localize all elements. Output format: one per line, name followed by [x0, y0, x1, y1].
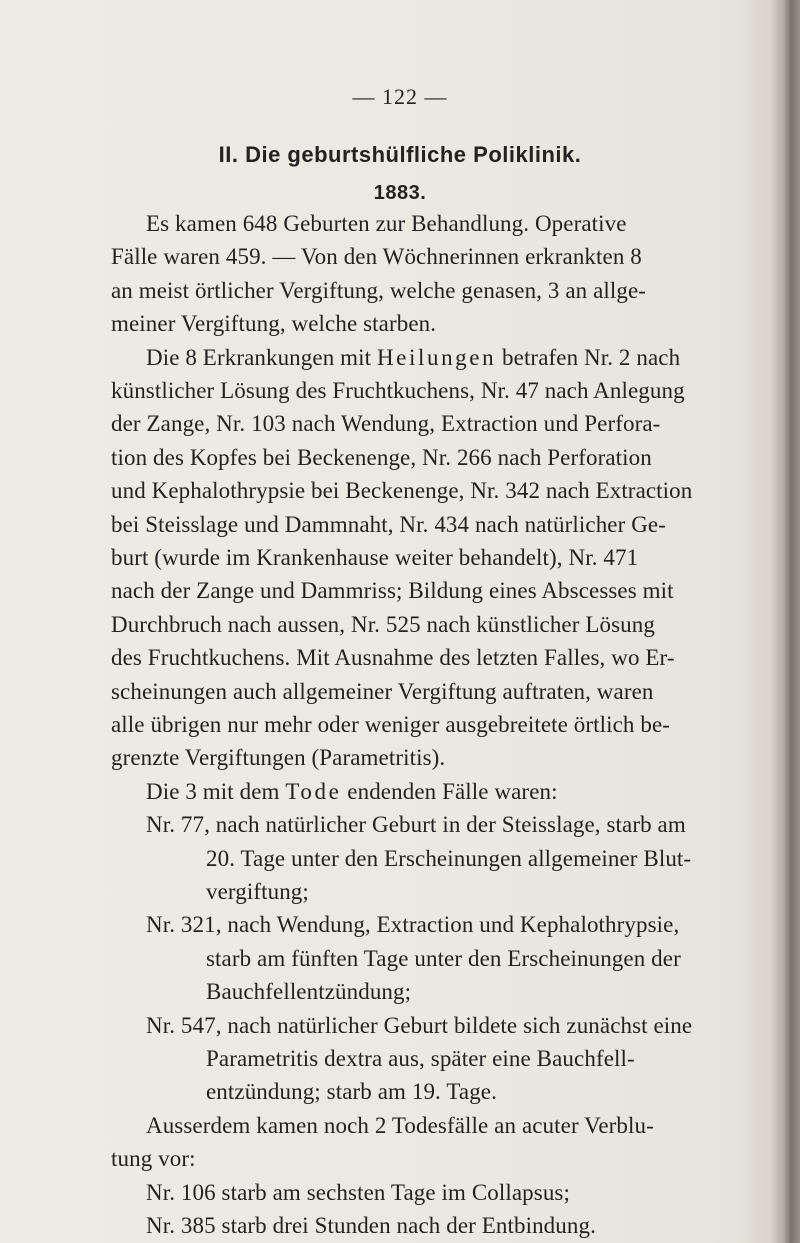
spaced-word: Tode: [285, 779, 342, 804]
text-line: meiner Vergiftung, welche starben.: [111, 311, 437, 336]
case-entry: Nr. 321, nach Wendung, Extraction und Kephalothrypsie,: [146, 912, 680, 937]
text-line: Parametritis dextra aus, später eine Bauchfell-: [206, 1046, 635, 1071]
text-line: vergiftung;: [206, 879, 309, 904]
text-line: bei Steisslage und Dammnaht, Nr. 434 nach natürlicher Ge-: [111, 512, 666, 537]
text-line: grenzte Vergiftungen (Parametritis).: [111, 745, 446, 770]
text-segment: betrafen Nr. 2 nach: [496, 345, 681, 370]
text-line: alle übrigen nur mehr oder weniger ausgebreitete örtlich be-: [111, 712, 671, 737]
text-line: und Kephalothrypsie bei Beckenenge, Nr. 342 nach Extraction: [111, 478, 693, 503]
text-line: nach der Zange und Dammriss; Bildung eines Abscesses mit: [111, 578, 674, 603]
text-line: scheinungen auch allgemeiner Vergiftung auftraten, waren: [111, 679, 654, 704]
text-segment: endenden Fälle waren:: [341, 779, 558, 804]
text-segment: Die 8 Erkrankungen mit: [146, 345, 377, 370]
text-line: an meist örtlicher Vergiftung, welche genasen, 3 an allge-: [111, 278, 647, 303]
text-line: des Fruchtkuchens. Mit Ausnahme des letzten Falles, wo Er-: [111, 645, 675, 670]
text-line: der Zange, Nr. 103 nach Wendung, Extraction und Perfora-: [111, 411, 661, 436]
text-line: 20. Tage unter den Erscheinungen allgemeiner Blut-: [206, 846, 692, 871]
text-line: burt (wurde im Krankenhause weiter behandelt), Nr. 471: [111, 545, 639, 570]
text-line: tion des Kopfes bei Beckenenge, Nr. 266 nach Perforation: [111, 445, 652, 470]
case-entry: Nr. 77, nach natürlicher Geburt in der Steisslage, starb am: [146, 812, 686, 837]
text-line: Ausserdem kamen noch 2 Todesfälle an acuter Verblu-: [146, 1113, 654, 1138]
section-heading: II. Die geburtshülfliche Poliklinik.: [218, 142, 582, 167]
case-entry: Nr. 385 starb drei Stunden nach der Entbindung.: [146, 1213, 596, 1238]
text-line: Fälle waren 459. — Von den Wöchnerinnen erkrankten 8: [111, 244, 642, 269]
text-line: entzündung; starb am 19. Tage.: [206, 1079, 497, 1104]
spaced-word: Heilungen: [376, 345, 497, 370]
page-number: — 122 —: [352, 84, 448, 109]
text-line: tung vor:: [111, 1146, 196, 1171]
text-line: [146, 344, 680, 372]
case-entry: Nr. 106 starb am sechsten Tage im Collapsus;: [146, 1180, 570, 1205]
text-line: künstlicher Lösung des Fruchtkuchens, Nr. 47 nach Anlegung: [111, 378, 685, 403]
text-segment: Die 3 mit dem: [146, 779, 286, 804]
case-entry: Nr. 547, nach natürlicher Geburt bildete sich zunächst eine: [146, 1013, 693, 1038]
text-line: Bauchfellentzündung;: [206, 979, 412, 1004]
text-line: [146, 778, 558, 806]
text-line: Durchbruch nach aussen, Nr. 525 nach künstlicher Lösung: [111, 612, 655, 637]
text-line: starb am fünften Tage unter den Erscheinungen der: [206, 946, 681, 971]
section-year: 1883.: [373, 182, 427, 204]
text-line: Es kamen 648 Geburten zur Behandlung. Operative: [146, 211, 627, 236]
